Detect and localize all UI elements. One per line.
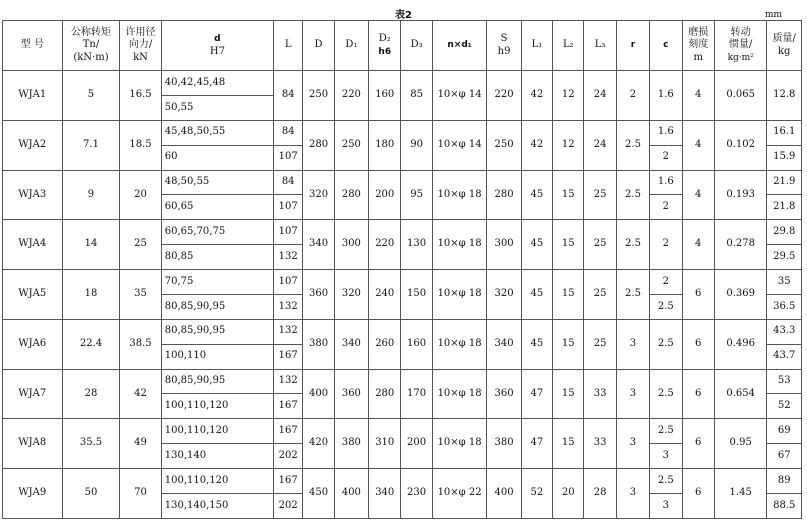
- cell-mass-b: 52: [767, 394, 802, 419]
- cell-d: 450: [303, 469, 334, 519]
- cell-c-b: 2: [650, 195, 682, 220]
- cell-d1: 400: [334, 469, 368, 519]
- cell-l-a: 167: [274, 469, 303, 494]
- cell-d-a: 80,85,90,95: [161, 369, 273, 394]
- cell-mass-a: 53: [767, 369, 802, 394]
- cell-l3: 24: [584, 71, 616, 121]
- cell-r: 2: [616, 71, 649, 121]
- cell-model: WJA6: [3, 319, 63, 369]
- unit-label: mm: [765, 10, 783, 20]
- cell-d2: 280: [369, 369, 401, 419]
- cell-mass-a: 89: [767, 469, 802, 494]
- cell-s: 360: [487, 369, 521, 419]
- table-row: [3, 220, 802, 245]
- cell-model: WJA9: [3, 469, 63, 519]
- cell-mass-a: 29.8: [767, 220, 802, 245]
- cell-nd1: 10×φ 22: [432, 469, 487, 519]
- cell-mass-b: 88.5: [767, 493, 802, 518]
- header-D2: D₂ h6: [369, 21, 401, 71]
- cell-r: 3: [616, 319, 649, 369]
- cell-inertia: 0.654: [714, 369, 767, 419]
- cell-model: WJA4: [3, 220, 63, 270]
- cell-d1: 280: [334, 170, 368, 220]
- cell-l2: 15: [553, 270, 584, 320]
- header-inertia: 转动 惯量/ kg·m²: [714, 21, 767, 71]
- cell-d1: 250: [334, 120, 368, 170]
- cell-r: 3: [616, 419, 649, 469]
- cell-d2: 220: [369, 220, 401, 270]
- cell-l-b: 132: [274, 245, 303, 270]
- cell-s: 320: [487, 270, 521, 320]
- cell-mass-b: 67: [767, 444, 802, 469]
- cell-model: WJA3: [3, 170, 63, 220]
- header-mass: 质量/ kg: [767, 21, 802, 71]
- cell-l-a: 84: [274, 120, 303, 145]
- cell-l1: 45: [521, 270, 552, 320]
- cell-inertia: 0.95: [714, 419, 767, 469]
- cell-d-b: 60: [161, 145, 273, 170]
- cell-d: 280: [303, 120, 334, 170]
- cell-mass-a: 16.1: [767, 120, 802, 145]
- cell-d3: 160: [401, 319, 432, 369]
- cell-d-a: 48,50,55: [161, 170, 273, 195]
- cell-d-a: 100,110,120: [161, 419, 273, 444]
- cell-wear: 6: [682, 270, 714, 320]
- cell-d2: 200: [369, 170, 401, 220]
- cell-d1: 220: [334, 71, 368, 121]
- cell-inertia: 0.369: [714, 270, 767, 320]
- cell-model: WJA5: [3, 270, 63, 320]
- cell-l1: 42: [521, 120, 552, 170]
- header-model: 型 号: [3, 21, 63, 71]
- cell-inertia: 0.278: [714, 220, 767, 270]
- cell-d: 400: [303, 369, 334, 419]
- cell-c-a: 2.5: [650, 469, 682, 494]
- cell-l-a: 107: [274, 220, 303, 245]
- cell-torque: 7.1: [62, 120, 120, 170]
- cell-d3: 230: [401, 469, 432, 519]
- cell-torque: 18: [62, 270, 120, 320]
- cell-l3: 25: [584, 319, 616, 369]
- cell-mass: 12.8: [767, 71, 802, 121]
- cell-torque: 28: [62, 369, 120, 419]
- cell-mass-a: 35: [767, 270, 802, 295]
- table-row: [3, 319, 802, 344]
- cell-d1: 300: [334, 220, 368, 270]
- header-L2: L₂: [553, 21, 584, 71]
- cell-l2: 12: [553, 71, 584, 121]
- cell-wear: 4: [682, 220, 714, 270]
- cell-d-a: 40,42,45,48: [161, 71, 273, 96]
- cell-l-a: 132: [274, 319, 303, 344]
- cell-torque: 22.4: [62, 319, 120, 369]
- cell-nd1: 10×φ 18: [432, 270, 487, 320]
- header-c: c: [650, 21, 682, 71]
- cell-torque: 35.5: [62, 419, 120, 469]
- cell-wear: 6: [682, 369, 714, 419]
- cell-c-a: 1.6: [650, 170, 682, 195]
- cell-d3: 90: [401, 120, 432, 170]
- cell-c: 2: [650, 220, 682, 270]
- cell-model: WJA7: [3, 369, 63, 419]
- cell-l1: 47: [521, 369, 552, 419]
- cell-d1: 360: [334, 369, 368, 419]
- cell-torque: 9: [62, 170, 120, 220]
- cell-d: 340: [303, 220, 334, 270]
- cell-s: 300: [487, 220, 521, 270]
- cell-l-a: 107: [274, 270, 303, 295]
- table-row: [3, 419, 802, 444]
- cell-d: 250: [303, 71, 334, 121]
- cell-d-b: 80,85: [161, 245, 273, 270]
- cell-radial: 70: [120, 469, 161, 519]
- cell-d2: 260: [369, 319, 401, 369]
- cell-s: 340: [487, 319, 521, 369]
- cell-nd1: 10×φ 18: [432, 170, 487, 220]
- cell-s: 220: [487, 71, 521, 121]
- cell-c-b: 3: [650, 444, 682, 469]
- cell-model: WJA2: [3, 120, 63, 170]
- cell-r: 2.5: [616, 170, 649, 220]
- cell-l-a: 167: [274, 419, 303, 444]
- cell-mass-b: 21.8: [767, 195, 802, 220]
- cell-d-b: 130,140: [161, 444, 273, 469]
- table-row: [3, 469, 802, 494]
- cell-l3: 24: [584, 120, 616, 170]
- cell-l1: 47: [521, 419, 552, 469]
- cell-nd1: 10×φ 14: [432, 120, 487, 170]
- cell-c-a: 2: [650, 270, 682, 295]
- cell-c-b: 2.5: [650, 294, 682, 319]
- cell-d2: 160: [369, 71, 401, 121]
- header-D: D: [303, 21, 334, 71]
- header-D1: D₁: [334, 21, 368, 71]
- cell-r: 2.5: [616, 120, 649, 170]
- cell-l: 84: [274, 71, 303, 121]
- cell-d-b: 50,55: [161, 95, 273, 120]
- cell-wear: 6: [682, 419, 714, 469]
- cell-d3: 200: [401, 419, 432, 469]
- table-caption: 表2: [395, 10, 412, 21]
- header-radial-force: 许用径 向力/ kN: [120, 21, 161, 71]
- cell-wear: 6: [682, 319, 714, 369]
- cell-mass-b: 29.5: [767, 245, 802, 270]
- cell-inertia: 0.102: [714, 120, 767, 170]
- cell-l-b: 167: [274, 344, 303, 369]
- cell-d-b: 100,110,120: [161, 394, 273, 419]
- cell-mass-b: 15.9: [767, 145, 802, 170]
- cell-d-b: 60,65: [161, 195, 273, 220]
- cell-d-a: 70,75: [161, 270, 273, 295]
- cell-c-a: 2.5: [650, 419, 682, 444]
- cell-d: 420: [303, 419, 334, 469]
- cell-d1: 380: [334, 419, 368, 469]
- cell-l-b: 132: [274, 294, 303, 319]
- cell-nd1: 10×φ 18: [432, 319, 487, 369]
- cell-l2: 12: [553, 120, 584, 170]
- cell-inertia: 1.45: [714, 469, 767, 519]
- cell-l-b: 107: [274, 145, 303, 170]
- cell-wear: 6: [682, 469, 714, 519]
- cell-radial: 49: [120, 419, 161, 469]
- cell-l2: 15: [553, 369, 584, 419]
- cell-nd1: 10×φ 18: [432, 419, 487, 469]
- cell-l-a: 84: [274, 170, 303, 195]
- cell-l1: 45: [521, 319, 552, 369]
- cell-s: 280: [487, 170, 521, 220]
- cell-nd1: 10×φ 14: [432, 71, 487, 121]
- cell-c-b: 3: [650, 493, 682, 518]
- cell-d2: 240: [369, 270, 401, 320]
- cell-d-a: 60,65,70,75: [161, 220, 273, 245]
- cell-d3: 130: [401, 220, 432, 270]
- cell-inertia: 0.496: [714, 319, 767, 369]
- table-row: [3, 369, 802, 394]
- cell-d2: 340: [369, 469, 401, 519]
- cell-d-b: 100,110: [161, 344, 273, 369]
- cell-l-a: 132: [274, 369, 303, 394]
- header-S: S h9: [487, 21, 521, 71]
- cell-model: WJA8: [3, 419, 63, 469]
- cell-wear: 4: [682, 120, 714, 170]
- cell-r: 3: [616, 369, 649, 419]
- header-L: L: [274, 21, 303, 71]
- cell-radial: 18.5: [120, 120, 161, 170]
- cell-d1: 340: [334, 319, 368, 369]
- cell-l3: 25: [584, 220, 616, 270]
- cell-d3: 170: [401, 369, 432, 419]
- cell-d-a: 45,48,50,55: [161, 120, 273, 145]
- header-bore-d: d H7: [161, 21, 273, 71]
- cell-torque: 5: [62, 71, 120, 121]
- cell-nd1: 10×φ 18: [432, 220, 487, 270]
- cell-mass-a: 69: [767, 419, 802, 444]
- cell-l3: 25: [584, 270, 616, 320]
- cell-d-a: 100,110,120: [161, 469, 273, 494]
- cell-d2: 180: [369, 120, 401, 170]
- cell-torque: 50: [62, 469, 120, 519]
- cell-d-b: 80,85,90,95: [161, 294, 273, 319]
- cell-nd1: 10×φ 18: [432, 369, 487, 419]
- cell-l1: 42: [521, 71, 552, 121]
- cell-l3: 25: [584, 170, 616, 220]
- cell-d: 360: [303, 270, 334, 320]
- cell-l-b: 167: [274, 394, 303, 419]
- cell-l1: 52: [521, 469, 552, 519]
- table-row: [3, 270, 802, 295]
- cell-l1: 45: [521, 170, 552, 220]
- cell-mass-a: 21.9: [767, 170, 802, 195]
- header-torque: 公称转矩 Tn/ (kN·m): [62, 21, 120, 71]
- cell-d: 380: [303, 319, 334, 369]
- cell-radial: 35: [120, 270, 161, 320]
- header-D3: D₃: [401, 21, 432, 71]
- cell-s: 250: [487, 120, 521, 170]
- cell-inertia: 0.193: [714, 170, 767, 220]
- cell-d3: 150: [401, 270, 432, 320]
- cell-c-a: 1.6: [650, 120, 682, 145]
- table-body: [3, 71, 802, 519]
- cell-l2: 20: [553, 469, 584, 519]
- cell-d: 320: [303, 170, 334, 220]
- cell-d3: 85: [401, 71, 432, 121]
- cell-torque: 14: [62, 220, 120, 270]
- header-row: [3, 21, 802, 71]
- cell-l-b: 202: [274, 444, 303, 469]
- cell-l-b: 202: [274, 493, 303, 518]
- table-row: [3, 71, 802, 96]
- cell-l2: 15: [553, 170, 584, 220]
- cell-s: 380: [487, 419, 521, 469]
- cell-c: 1.6: [650, 71, 682, 121]
- cell-mass-b: 43.7: [767, 344, 802, 369]
- header-n-d1: n×d₁: [432, 21, 487, 71]
- cell-mass-b: 36.5: [767, 294, 802, 319]
- cell-l3: 33: [584, 369, 616, 419]
- cell-c: 2.5: [650, 369, 682, 419]
- cell-mass-a: 43.3: [767, 319, 802, 344]
- cell-model: WJA1: [3, 71, 63, 121]
- cell-wear: 4: [682, 170, 714, 220]
- cell-l2: 15: [553, 220, 584, 270]
- cell-radial: 38.5: [120, 319, 161, 369]
- cell-s: 400: [487, 469, 521, 519]
- cell-c: 2.5: [650, 319, 682, 369]
- header-r: r: [616, 21, 649, 71]
- cell-l2: 15: [553, 419, 584, 469]
- cell-l3: 28: [584, 469, 616, 519]
- table-row: [3, 120, 802, 145]
- cell-inertia: 0.065: [714, 71, 767, 121]
- cell-l1: 45: [521, 220, 552, 270]
- cell-c-b: 2: [650, 145, 682, 170]
- cell-l2: 15: [553, 319, 584, 369]
- header-L1: L₁: [521, 21, 552, 71]
- cell-d-b: 130,140,150: [161, 493, 273, 518]
- cell-r: 2.5: [616, 270, 649, 320]
- header-wear-scale: 磨损 刻度 m: [682, 21, 714, 71]
- cell-radial: 16.5: [120, 71, 161, 121]
- spec-table: [2, 20, 802, 519]
- cell-r: 2.5: [616, 220, 649, 270]
- cell-l-b: 107: [274, 195, 303, 220]
- cell-d1: 320: [334, 270, 368, 320]
- cell-d-a: 80,85,90,95: [161, 319, 273, 344]
- cell-r: 3: [616, 469, 649, 519]
- header-L3: L₃: [584, 21, 616, 71]
- table-row: [3, 170, 802, 195]
- cell-radial: 42: [120, 369, 161, 419]
- cell-d2: 310: [369, 419, 401, 469]
- cell-wear: 4: [682, 71, 714, 121]
- cell-radial: 20: [120, 170, 161, 220]
- cell-d3: 95: [401, 170, 432, 220]
- cell-l3: 33: [584, 419, 616, 469]
- cell-radial: 25: [120, 220, 161, 270]
